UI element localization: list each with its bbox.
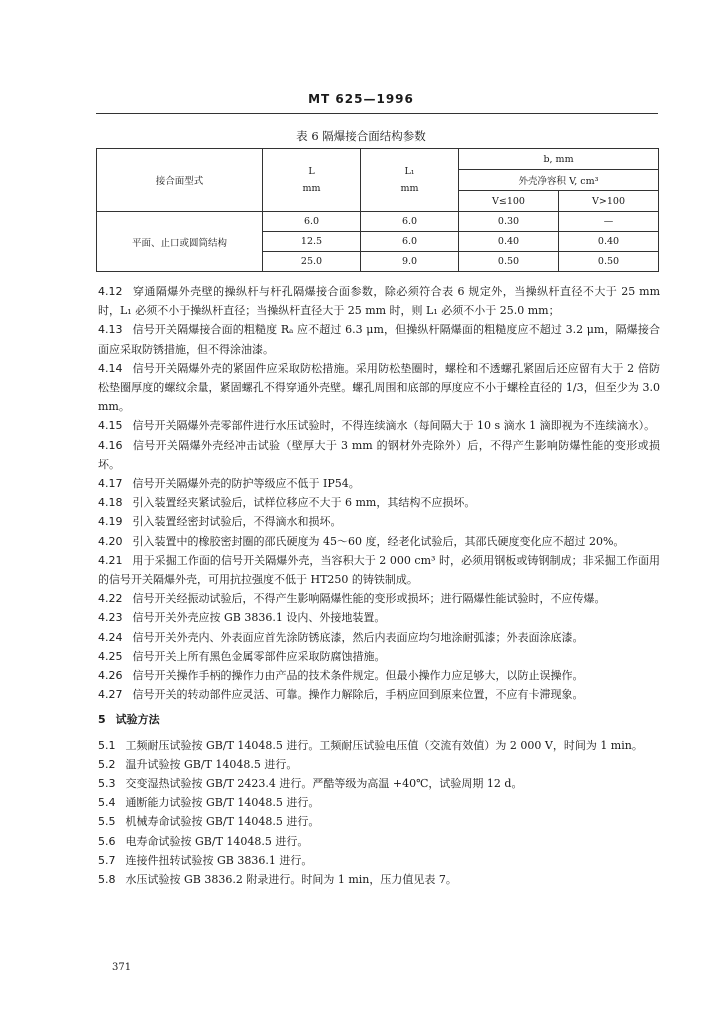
section-title: 试验方法 xyxy=(115,713,160,727)
clause-number: 5.3 xyxy=(98,777,116,791)
clause-text: 引入装置经密封试验后，不得滴水和损坏。 xyxy=(132,515,342,529)
clause-text: 机械寿命试验按 GB/T 14048.5 进行。 xyxy=(125,815,320,829)
clause xyxy=(98,685,660,704)
clause-number: 5.2 xyxy=(98,757,116,771)
clause xyxy=(98,870,660,889)
clause xyxy=(98,532,660,551)
table-caption: 表 6 隔爆接合面结构参数 xyxy=(296,129,426,143)
header-v-small: V≤100 xyxy=(459,191,559,212)
clause xyxy=(98,493,660,512)
table-cell: 0.50 xyxy=(559,252,659,272)
header-L-symbol: L xyxy=(308,166,315,177)
clause xyxy=(98,628,660,647)
header-L1 xyxy=(361,149,459,212)
clause-number: 4.25 xyxy=(98,649,123,663)
clause-text: 信号开关隔爆外壳经冲击试验（壁厚大于 3 mm 的钢材外壳除外）后，不得产生影响防爆性能的变形或损坏。 xyxy=(98,438,660,471)
header-L1-unit: mm xyxy=(400,183,419,194)
clause-text: 信号开关隔爆接合面的粗糙度 Rₐ 应不超过 6.3 μm，但操纵杆隔爆面的粗糙度应不超过 3.2 μm，隔爆接合面应采取防锈措施，但不得涂油漆。 xyxy=(98,323,660,356)
table-cell: 12.5 xyxy=(263,232,361,252)
header-L-unit: mm xyxy=(302,183,321,194)
table-cell: 6.0 xyxy=(263,212,361,232)
clause-text: 连接件扭转试验按 GB 3836.1 进行。 xyxy=(125,853,313,867)
table-cell: 9.0 xyxy=(361,252,459,272)
clause xyxy=(98,589,660,608)
clause xyxy=(98,851,660,870)
clause xyxy=(98,474,660,493)
clause-number: 4.26 xyxy=(98,669,123,683)
clause-number: 4.13 xyxy=(98,323,123,337)
clause-text: 信号开关隔爆外壳零部件进行水压试验时，不得连续滴水（每间隔大于 10 s 滴水 1 滴即视为不连续滴水）。 xyxy=(132,419,656,433)
clause xyxy=(98,793,660,812)
header-L1-symbol: L₁ xyxy=(404,166,415,177)
clause-number: 4.24 xyxy=(98,630,123,644)
table-cell: 6.0 xyxy=(361,232,459,252)
page-number: 371 xyxy=(112,962,132,973)
section-heading xyxy=(98,710,660,729)
clause xyxy=(98,832,660,851)
clause xyxy=(98,320,660,358)
clause-number: 4.23 xyxy=(98,611,123,625)
clause xyxy=(98,512,660,531)
clause xyxy=(98,551,660,589)
table-cell: — xyxy=(559,212,659,232)
clause-number: 4.19 xyxy=(98,515,123,529)
clause-number: 4.22 xyxy=(98,592,123,606)
clause-number: 4.16 xyxy=(98,438,123,452)
table-cell: 0.40 xyxy=(559,232,659,252)
table-cell: 0.40 xyxy=(459,232,559,252)
clause-number: 4.20 xyxy=(98,534,123,548)
table-cell: 6.0 xyxy=(361,212,459,232)
header-v-large: V>100 xyxy=(559,191,659,212)
table-cell: 0.30 xyxy=(459,212,559,232)
clause-text: 引入装置中的橡胶密封圈的邵氏硬度为 45～60 度，经老化试验后，其邵氏硬度变化应不超过 20%。 xyxy=(132,534,625,548)
clause-text: 信号开关操作手柄的操作力由产品的技术条件规定。但最小操作力应足够大，以防止误操作。 xyxy=(132,669,584,683)
clause-text: 交变湿热试验按 GB/T 2423.4 进行。严酷等级为高温 +40℃，试验周期 12 d。 xyxy=(125,777,523,791)
header-L xyxy=(263,149,361,212)
header-b: b, mm xyxy=(459,149,659,170)
row-joint-type: 平面、止口或圆筒结构 xyxy=(97,212,263,272)
section-number: 5 xyxy=(98,713,106,727)
clause-text: 用于采掘工作面的信号开关隔爆外壳，当容积大于 2 000 cm³ 时，必须用钢板或铸钢制成；非采掘工作面用的信号开关隔爆外壳，可用抗拉强度不低于 HT250 的铸铁制成。 xyxy=(98,553,660,587)
standard-header: MT 625—1996 xyxy=(308,92,414,106)
clause-number: 5.5 xyxy=(98,815,116,829)
clause-text: 信号开关经振动试验后，不得产生影响隔爆性能的变形或损坏；进行隔爆性能试验时，不应传爆。 xyxy=(132,592,606,606)
clause-number: 4.18 xyxy=(98,496,123,510)
table-cell: 25.0 xyxy=(263,252,361,272)
clause-text: 信号开关隔爆外壳的紧固件应采取防松措施。采用防松垫圈时，螺栓和不透螺孔紧固后还应留有大于 2 倍防松垫圈厚度的螺纹余量，紧固螺孔不得穿通外壳壁。螺孔周围和底部的厚度应不小于螺栓直径的 1/3，但至少为 3.0 mm。 xyxy=(98,361,660,414)
clause xyxy=(98,755,660,774)
clause xyxy=(98,359,660,417)
clause xyxy=(98,282,660,320)
clause xyxy=(98,608,660,627)
clause-text: 水压试验按 GB 3836.2 附录进行。时间为 1 min，压力值见表 7。 xyxy=(125,873,457,887)
clause-text: 电寿命试验按 GB/T 14048.5 进行。 xyxy=(125,834,309,848)
clause xyxy=(98,416,660,435)
clause-number: 5.4 xyxy=(98,796,116,810)
clause-number: 4.17 xyxy=(98,477,123,491)
clause xyxy=(98,647,660,666)
clauses-body xyxy=(98,282,660,889)
clause xyxy=(98,812,660,831)
clause-text: 信号开关的转动部件应灵活、可靠。操作力解除后，手柄应回到原来位置，不应有卡滞现象。 xyxy=(132,688,584,702)
header-volume: 外壳净容积 V, cm³ xyxy=(459,170,659,191)
clause-number: 4.12 xyxy=(98,285,123,298)
clause-text: 工频耐压试验按 GB/T 14048.5 进行。工频耐压试验电压值（交流有效值）为 2 000 V，时间为 1 min。 xyxy=(125,738,643,752)
clause-number: 4.14 xyxy=(98,361,123,375)
joint-parameter-table xyxy=(96,148,659,272)
clause-number: 5.8 xyxy=(98,873,116,887)
clause xyxy=(98,774,660,793)
header-joint-type: 接合面型式 xyxy=(97,149,263,212)
clause-number: 5.6 xyxy=(98,834,116,848)
clause-number: 4.21 xyxy=(98,553,123,567)
clause-number: 4.27 xyxy=(98,688,123,702)
clause-text: 温升试验按 GB/T 14048.5 进行。 xyxy=(125,757,298,771)
clause-text: 引入装置经夹紧试验后，试样位移应不大于 6 mm，其结构不应损坏。 xyxy=(132,496,476,510)
clause-number: 5.7 xyxy=(98,853,116,867)
table-cell: 0.50 xyxy=(459,252,559,272)
clause-text: 信号开关外壳应按 GB 3836.1 设内、外接地装置。 xyxy=(132,611,386,625)
clause xyxy=(98,666,660,685)
clause xyxy=(98,736,660,755)
clause-text: 通断能力试验按 GB/T 14048.5 进行。 xyxy=(125,796,320,810)
clause-text: 信号开关隔爆外壳的防护等级应不低于 IP54。 xyxy=(132,477,360,491)
header-rule xyxy=(96,113,658,114)
clause-text: 穿通隔爆外壳壁的操纵杆与杆孔隔爆接合面参数，除必须符合表 6 规定外，当操纵杆直径不大于 25 mm 时，L₁ 必须不小于操纵杆直径；当操纵杆直径大于 25 mm 时，则 L₁ 必须不小于 25.0 mm； xyxy=(98,285,660,318)
clause-number: 5.1 xyxy=(98,738,116,752)
clause-text: 信号开关上所有黑色金属零部件应采取防腐蚀措施。 xyxy=(132,649,386,663)
clause xyxy=(98,436,660,474)
clause-text: 信号开关外壳内、外表面应首先涂防锈底漆，然后内表面应均匀地涂耐弧漆；外表面涂底漆。 xyxy=(132,630,584,644)
clause-number: 4.15 xyxy=(98,419,123,433)
